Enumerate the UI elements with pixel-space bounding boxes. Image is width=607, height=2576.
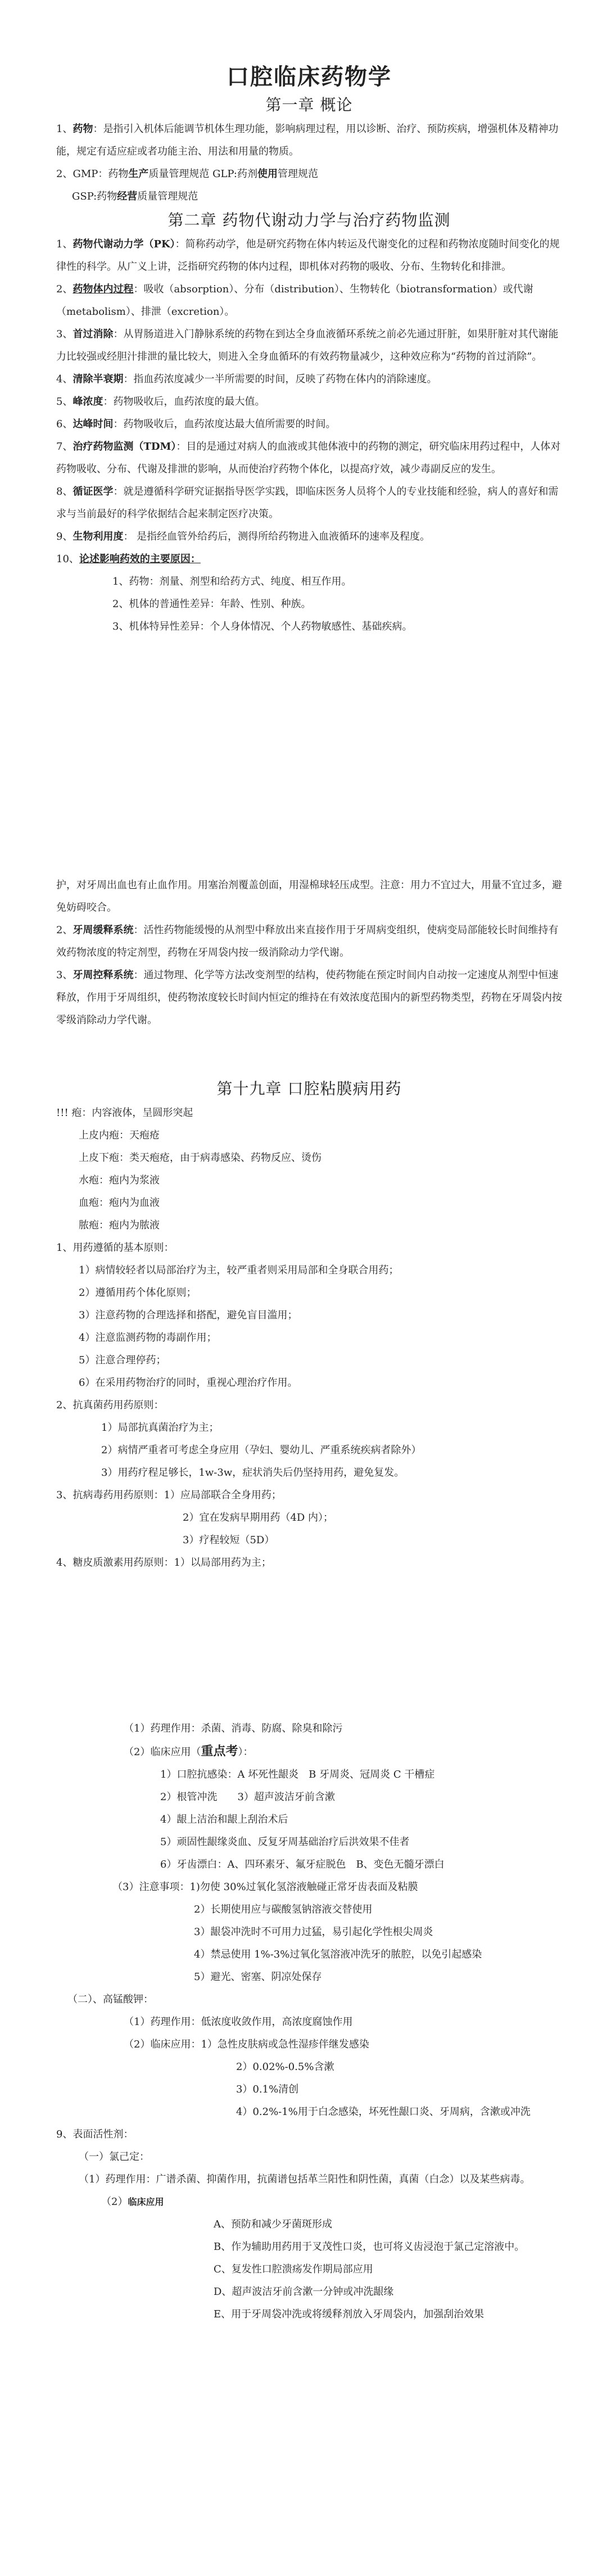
factor-item: 2、机体的普通性差异：年龄、性别、种族。 bbox=[112, 598, 311, 610]
chapter-1-heading: 第一章 概论 bbox=[265, 96, 353, 114]
clinical-use-item: 2）根管冲洗 3）超声波洁牙前含漱 bbox=[160, 1791, 335, 1803]
surfactants-heading: 9、表面活性剂： bbox=[56, 2128, 134, 2140]
document-title: 口腔临床药物学 bbox=[227, 64, 392, 90]
principle-item: 5）注意合理停药； bbox=[79, 1354, 166, 1366]
precaution-item: 5）避光、密塞、阴凉处保存 bbox=[194, 1971, 322, 1983]
chlorhexidine-use-item: C、复发性口腔溃疡发作期局部应用 bbox=[214, 2263, 373, 2275]
principle-item: 2）遵循用药个体化原则； bbox=[79, 1287, 197, 1299]
gmp-line: 2、GMP：药物生产质量管理规范 GLP:药剂使用管理规范 bbox=[56, 168, 318, 180]
controlled-release-system: 3、牙周控释系统：通过物理、化学等方法改变剂型的结构，使药物能在预定时间内自动按一定速度从剂型中恒速释放，作用于牙周组织，使药物浓度较长时间内恒定的维持在有效浓度范围内的新型药物类型，药物在牙周袋内按零级消除动力学代谢。 bbox=[56, 969, 562, 1026]
chlorhexidine-clinical-use: （2）临床应用 bbox=[101, 2196, 164, 2208]
periodontal-dressing-text: 护，对牙周出血也有止血作用。用塞治剂覆盖创面，用湿棉球轻压成型。注意：用力不宜过大，用量不宜过多，避免妨碍咬合。 bbox=[56, 879, 562, 914]
in-vivo-process: 2、药物体内过程：吸收（absorption）、分布（distribution）、生物转化（biotransformation）或代谢（metabolism）、排泄（excretion）。 bbox=[56, 283, 533, 318]
h2o2-pharmacology: （1）药理作用：杀菌、消毒、防腐、除臭和除污 bbox=[124, 1723, 343, 1734]
h2o2-clinical-use: （2）临床应用（重点考）： bbox=[124, 1744, 253, 1759]
drug-effect-factors-heading: 10、论述影响药效的主要原因： bbox=[56, 553, 201, 565]
chlorhexidine-use-item: E、用于牙周袋冲洗或将缓释剂放入牙周袋内，加强刮治效果 bbox=[214, 2308, 484, 2320]
principles-heading: 1、用药遵循的基本原则： bbox=[56, 1242, 174, 1254]
chlorhexidine-pharmacology: （1）药理作用：广谱杀菌、抑菌作用，抗菌谱包括革兰阳性和阴性菌，真菌（白念）以及某些病毒。 bbox=[79, 2173, 531, 2185]
chapter-19-body bbox=[56, 1102, 562, 1574]
principle-item: 3）注意药物的合理选择和搭配，避免盲目滥用； bbox=[79, 1309, 298, 1321]
precaution-item: 2）长期使用应与碳酸氢钠溶液交替使用 bbox=[194, 1904, 373, 1915]
clinical-use-item: 5）顽固性龈缘炎血、反复牙周基础治疗后洪效果不佳者 bbox=[160, 1836, 410, 1848]
principle-item: 1）病情较轻者以局部治疗为主，较严重者则采用局部和全身联合用药； bbox=[79, 1264, 399, 1276]
time-to-peak: 6、达峰时间：药物吸收后，血药浓度达最大值所需要的时间。 bbox=[56, 418, 336, 430]
corticosteroid-heading: 4、糖皮质激素用药原则：1）以局部用药为主； bbox=[56, 1557, 271, 1569]
blister-type: 血疱：疱内为血液 bbox=[79, 1197, 160, 1209]
chlorhexidine-heading: （一）氯己定： bbox=[79, 2151, 150, 2163]
principle-item: 6）在采用药物治疗的同时，重视心理治疗作用。 bbox=[79, 1377, 298, 1389]
tdm-definition: 7、治疗药物监测（TDM）：目的是通过对病人的血液或其他体液中的药物的测定，研究临床用药过程中，人体对药物吸收、分布、代谢及排泄的影响，从而使治疗药物个体化，以提高疗效，减少毒副反应的发生。 bbox=[56, 441, 561, 475]
clinical-use-item: 1）口腔抗感染：A 坏死性龈炎 B 牙周炎、冠周炎 C 干槽症 bbox=[160, 1769, 435, 1780]
chlorhexidine-use-item: D、超声波洁牙前含漱一分钟或冲洗龈缘 bbox=[214, 2286, 394, 2298]
principle-item: 4）注意监测药物的毒副作用； bbox=[79, 1332, 217, 1344]
antifungal-item: 2）病情严重者可考虑全身应用（孕妇、婴幼儿、严重系统疾病者除外） bbox=[101, 1444, 422, 1456]
antiviral-item: 3）疗程较短（5D） bbox=[183, 1534, 275, 1546]
chlorhexidine-use-item: B、作为辅助用药用于叉茂性口炎，也可将义齿浸泡于氯己定溶液中。 bbox=[214, 2241, 525, 2253]
antifungal-item: 1）局部抗真菌治疗为主； bbox=[101, 1422, 219, 1434]
gsp-line: GSP:药物经营质量管理规范 bbox=[72, 191, 198, 202]
term-drug: 药物 bbox=[73, 123, 93, 135]
chapter-2-heading: 第二章 药物代谢动力学与治疗药物监测 bbox=[167, 211, 451, 229]
antifungal-item: 3）用药疗程足够长，1w-3w，症状消失后仍坚持用药，避免复发。 bbox=[101, 1467, 405, 1479]
precaution-item: 3）龈袋冲洗时不可用力过猛，易引起化学性根尖周炎 bbox=[194, 1926, 433, 1938]
blister-type: 上皮下疱：类天疱疮，由于病毒感染、药物反应、烫伤 bbox=[79, 1152, 321, 1164]
blister-type: 上皮内疱：天疱疮 bbox=[79, 1129, 160, 1141]
periodontal-section bbox=[56, 874, 562, 1032]
blister-type: 水疱：疱内为浆液 bbox=[79, 1174, 160, 1186]
antifungal-heading: 2、抗真菌药用药原则： bbox=[56, 1399, 164, 1411]
factor-item: 1、药物：剂量、剂型和给药方式、纯度、相互作用。 bbox=[112, 576, 352, 587]
antiseptics-section bbox=[56, 1718, 562, 2326]
definition-drug: 1、药物：是指引入机体后能调节机体生理功能，影响病理过程，用以诊断、治疗、预防疾病，增强机体及精神功能，规定有适应症或者功能主治、用法和用量的物质。 bbox=[56, 123, 559, 157]
peak-concentration: 5、峰浓度：药物吸收后，血药浓度的最大值。 bbox=[56, 396, 265, 408]
antiviral-item: 2）宜在发病早期用药（4D 内）； bbox=[183, 1512, 334, 1524]
first-pass-elimination: 3、首过消除：从胃肠道进入门静脉系统的药物在到达全身血液循环系统之前必先通过肝脏，如果肝脏对其代谢能力比较强或经胆汁排泄的量比较大，则进入全身血循环的有效药物量减少，这种效应称为“药物的首过消除”。 bbox=[56, 328, 559, 363]
bioavailability: 9、生物利用度： 是指经血管外给药后，测得所给药物进入血液循环的速率及程度。 bbox=[56, 531, 431, 543]
precaution-item: 4）禁忌使用 1%-3%过氧化氢溶液冲洗牙的脓腔，以免引起感染 bbox=[194, 1949, 482, 1960]
h2o2-precautions: （3）注意事项：1)勿使 30%过氧化氢溶液触碰正常牙齿表面及粘膜 bbox=[112, 1881, 418, 1893]
blister-intro: !!! 疱：内容液体，呈圆形突起 bbox=[56, 1107, 193, 1119]
key-exam-mark: 重点考 bbox=[201, 1744, 238, 1759]
clinical-use-item: 6）牙齿漂白：A、四环素牙、氟牙症脱色 B、变色无髓牙漂白 bbox=[160, 1859, 445, 1870]
chapter-1-body bbox=[56, 118, 562, 208]
sustained-release-system: 2、牙周缓释系统：活性药物能缓慢的从剂型中释放出来直接作用于牙周病变组织，使病变局部能较长时间维持有效药物浓度的特定剂型，药物在牙周袋内按一级消除动力学代谢。 bbox=[56, 924, 559, 959]
factor-item: 3、机体特异性差异：个人身体情况、个人药物敏感性、基础疾病。 bbox=[112, 621, 413, 632]
evidence-based-medicine: 8、循证医学：就是遵循科学研究证据指导医学实践，即临床医务人员将个人的专业技能和经验，病人的喜好和需求与当前最好的科学依据结合起来制定医疗决策。 bbox=[56, 486, 559, 520]
kmno4-pharmacology: （1）药理作用：低浓度收敛作用，高浓度腐蚀作用 bbox=[124, 2016, 353, 2028]
kmno4-use-item: 4）0.2%-1%用于白念感染，坏死性龈口炎、牙周病，含漱或冲洗 bbox=[236, 2106, 531, 2118]
half-life: 4、清除半衰期：指血药浓度减少一半所需要的时间，反映了药物在体内的消除速度。 bbox=[56, 373, 437, 385]
kmno4-clinical-use: （2）临床应用：1）急性皮肤病或急性湿疹伴继发感染 bbox=[124, 2039, 369, 2050]
pk-definition: 1、药物代谢动力学（PK）：简称药动学，他是研究药物在体内转运及代谢变化的过程和药物浓度随时间变化的规律性的科学。从广义上讲，泛指研究药物的体内过程，即机体对药物的吸收、分布、生物转化和排泄。 bbox=[56, 238, 560, 273]
chapter-2-body bbox=[56, 233, 562, 638]
blister-type: 脓疱：疱内为脓液 bbox=[79, 1219, 160, 1231]
chapter-19-heading: 第十九章 口腔粘膜病用药 bbox=[216, 1079, 402, 1098]
chlorhexidine-use-item: A、预防和减少牙菌斑形成 bbox=[214, 2218, 332, 2230]
kmno4-use-item: 3）0.1%清创 bbox=[236, 2084, 299, 2095]
antiviral-heading: 3、抗病毒药用药原则：1）应局部联合全身用药； bbox=[56, 1489, 282, 1501]
clinical-use-item: 4）龈上洁治和龈上刮治术后 bbox=[160, 1814, 288, 1825]
kmno4-use-item: 2）0.02%-0.5%含漱 bbox=[236, 2061, 334, 2073]
kmno4-heading: （二）、高锰酸钾： bbox=[67, 1994, 153, 2005]
